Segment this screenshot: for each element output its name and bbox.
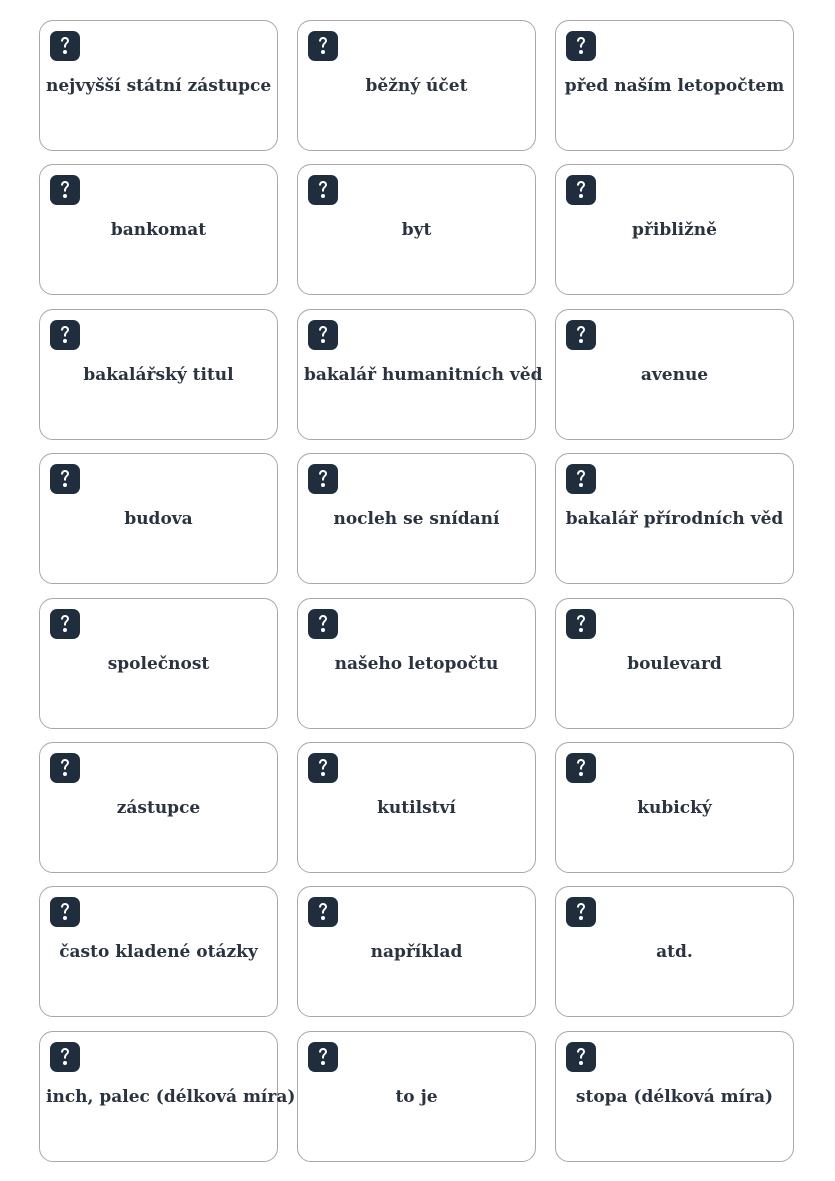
question-mark-icon <box>574 1046 588 1068</box>
question-mark-icon <box>316 1046 330 1068</box>
question-mark-icon <box>58 324 72 346</box>
question-mark-icon <box>574 35 588 57</box>
flashcard[interactable] <box>297 886 536 1017</box>
flashcard-text: bakalář humanitních věd <box>304 364 543 385</box>
flashcard-text: například <box>370 942 463 963</box>
flashcard[interactable] <box>39 309 278 440</box>
question-badge <box>50 320 80 350</box>
flashcard-text: boulevard <box>627 653 722 674</box>
flashcard[interactable] <box>39 164 278 295</box>
question-badge <box>566 753 596 783</box>
flashcard-text: inch, palec (délková míra) <box>46 1086 296 1107</box>
flashcard[interactable] <box>555 598 794 729</box>
question-mark-icon <box>316 468 330 490</box>
flashcard-text: bankomat <box>110 220 207 241</box>
question-mark-icon <box>574 179 588 201</box>
flashcard-text: našeho letopočtu <box>334 653 499 674</box>
question-badge <box>308 609 338 639</box>
flashcard-text: přibližně <box>632 220 717 241</box>
flashcard[interactable] <box>555 453 794 584</box>
flashcard[interactable] <box>297 598 536 729</box>
question-badge <box>308 464 338 494</box>
flashcard-text: často kladené otázky <box>59 942 258 963</box>
question-badge <box>566 320 596 350</box>
flashcard-text: to je <box>395 1086 438 1107</box>
flashcard[interactable] <box>555 742 794 873</box>
question-mark-icon <box>58 179 72 201</box>
flashcard[interactable] <box>555 164 794 295</box>
question-badge <box>308 897 338 927</box>
flashcard-text: bakalářský titul <box>83 364 234 385</box>
question-badge <box>50 1042 80 1072</box>
flashcard[interactable] <box>555 1031 794 1162</box>
question-mark-icon <box>316 35 330 57</box>
flashcard-text: běžný účet <box>365 76 468 96</box>
question-badge <box>566 464 596 494</box>
flashcard[interactable] <box>555 20 794 151</box>
flashcard[interactable] <box>39 20 278 151</box>
flashcard[interactable] <box>297 20 536 151</box>
flashcard-text: byt <box>401 220 432 241</box>
question-badge <box>308 320 338 350</box>
flashcard-text: kutilství <box>377 797 456 818</box>
flashcard[interactable] <box>39 598 278 729</box>
question-mark-icon <box>316 179 330 201</box>
flashcard[interactable] <box>39 886 278 1017</box>
flashcard[interactable] <box>39 742 278 873</box>
question-badge <box>566 175 596 205</box>
flashcard-text: kubický <box>637 797 712 818</box>
question-badge <box>566 609 596 639</box>
question-badge <box>308 753 338 783</box>
question-badge <box>566 31 596 61</box>
question-badge <box>50 609 80 639</box>
flashcard-text: společnost <box>107 653 210 674</box>
flashcard-text: budova <box>124 509 193 530</box>
question-mark-icon <box>574 757 588 779</box>
question-badge <box>50 464 80 494</box>
question-mark-icon <box>58 757 72 779</box>
flashcard[interactable] <box>297 742 536 873</box>
question-badge <box>50 175 80 205</box>
question-badge <box>566 897 596 927</box>
question-mark-icon <box>574 324 588 346</box>
flashcard[interactable] <box>297 1031 536 1162</box>
flashcard[interactable] <box>297 453 536 584</box>
question-mark-icon <box>58 901 72 923</box>
flashcard-text: nejvyšší státní zástupce <box>46 76 272 96</box>
question-mark-icon <box>316 757 330 779</box>
question-badge <box>308 1042 338 1072</box>
question-badge <box>50 753 80 783</box>
question-mark-icon <box>574 901 588 923</box>
flashcard-text: před naším letopočtem <box>564 76 785 96</box>
question-mark-icon <box>58 468 72 490</box>
question-badge <box>50 897 80 927</box>
flashcard-text: avenue <box>640 364 709 385</box>
flashcard[interactable] <box>297 309 543 440</box>
flashcard-text: nocleh se snídaní <box>333 509 500 530</box>
question-mark-icon <box>316 901 330 923</box>
question-mark-icon <box>574 613 588 635</box>
question-badge <box>50 31 80 61</box>
question-mark-icon <box>58 35 72 57</box>
flashcard-grid <box>39 20 794 1162</box>
question-mark-icon <box>58 613 72 635</box>
flashcard-text: stopa (délková míra) <box>575 1086 774 1107</box>
question-badge <box>308 31 338 61</box>
flashcard[interactable] <box>555 886 794 1017</box>
question-badge <box>566 1042 596 1072</box>
flashcard-text: zástupce <box>116 797 201 818</box>
question-mark-icon <box>316 613 330 635</box>
flashcard[interactable] <box>39 1031 296 1162</box>
flashcard[interactable] <box>39 453 278 584</box>
flashcard-text: atd. <box>656 942 693 963</box>
flashcard[interactable] <box>555 309 794 440</box>
question-badge <box>308 175 338 205</box>
flashcard[interactable] <box>297 164 536 295</box>
question-mark-icon <box>316 324 330 346</box>
flashcard-text: bakalář přírodních věd <box>565 509 784 530</box>
question-mark-icon <box>574 468 588 490</box>
question-mark-icon <box>58 1046 72 1068</box>
